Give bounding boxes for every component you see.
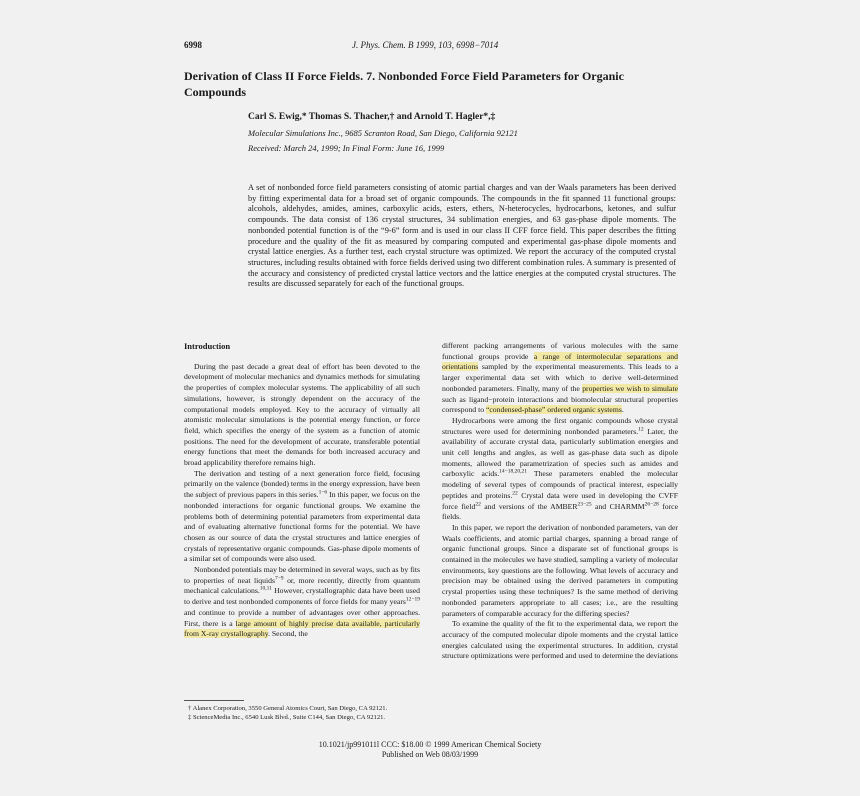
citation-ref: 12−19 — [405, 596, 420, 603]
doi-copyright-line: 10.1021/jp991011l CCC: $18.00 © 1999 American Chemical Society — [318, 740, 542, 749]
citation-ref: 7−9 — [274, 575, 284, 582]
citation-ref: 26−28 — [644, 500, 659, 507]
citation-ref: 12 — [638, 426, 644, 433]
highlighted-text: large amount of highly precise data available, particularly from X-ray crystallography — [184, 618, 420, 639]
citation-ref: 14−18,20,21 — [499, 468, 528, 475]
right-paragraph-3: In this paper, we report the derivation of nonbonded parameters, van der Waals coefficients, and atomic partial charges, spanning a broad range of organic functional groups. Since a disparate set of functional groups is contained in the molecules we have studied, sampling a variety of molecular environments, key questions are the following. What levels of accuracy and precision may be obtained using the derived parameters in computing crystal properties using these techniques? Is the same method of deriving nonbonded parameters appropriate to all cases; i.e., are the resulting parameters of comparable accuracy for the differing species? — [442, 522, 678, 618]
left-column — [184, 341, 420, 640]
intro-paragraph-3: Nonbonded potentials may be determined in several ways, such as by fits to properties of neat liquids$^{7-9}$ or, more recently, directly from quantum mechanical calculations.$^{10,11}$ However, crystallographic data have been used to derive and test nonbonded components of force fields for many years$^{12-19}$ and continue to provide a number of advantages over other approaches. First, there is a large amount of highly precise data available, particularly from X-ray crystallography. Second, the — [184, 565, 420, 639]
published-date-line: Published on Web 08/03/1999 — [381, 750, 479, 759]
footnote-2: ‡ ScienceMedia Inc., 6540 Lusk Blvd., Suite C144, San Diego, CA 92121. — [188, 714, 386, 721]
author-list: Carl S. Ewig,* Thomas S. Thacher,† and Arnold T. Hagler*,‡ — [248, 112, 496, 122]
right-column — [442, 341, 678, 662]
intro-paragraph-2: The derivation and testing of a next generation force field, focusing primarily on the valence (bonded) terms in the energy expression, have been the subject of previous papers in this series.$^{1-6}$ In this paper, we focus on the nonbonded interactions for organic functional groups. We examine the problems both of determining potential parameters from experimental data and of evaluating alternative functional forms for the potential. We have chosen as our source of data the crystal structures and lattice energies of crystals of representative organic compounds. Gas-phase dipole moments of a similar set of compounds were also used. — [184, 468, 420, 564]
citation-ref: 23−25 — [577, 500, 592, 507]
citation-ref: 22 — [512, 490, 518, 497]
citation-ref: 1−6 — [318, 489, 328, 496]
footnote-1: † Alanex Corporation, 3550 General Atomics Court, San Diego, CA 92121. — [188, 705, 388, 712]
citation-ref: 22 — [475, 500, 481, 507]
section-heading-introduction: Introduction — [184, 341, 231, 351]
footnotes — [184, 704, 420, 722]
citation-ref: 10,11 — [259, 585, 272, 592]
journal-citation: J. Phys. Chem. B 1999, 103, 6998−7014 — [352, 40, 499, 50]
abstract: A set of nonbonded force field parameters consisting of atomic partial charges and van der Waals parameters has been derived by fitting experimental data for a broad set of organic compounds. The compounds in the fit spanned 11 functional groups: alcohols, aldehydes, amides, amines, carboxylic acids, esters, ethers, N-heterocycles, hydrocarbons, ketones, and sulfur compounds. The data consist of 136 crystal structures, 34 sublimation energies, and 63 gas-phase dipole moments. The nonbonded potential function is of the “9-6” form and is used in our class II CFF force field. This paper describes the fitting procedure and the quality of the fit as measured by comparing computed and experimental gas-phase dipole moments and crystal lattice energies. As a further test, each crystal structure was optimized. We report the accuracy of the computed crystal structures, including results obtained with force fields derived using two different combination rules. A summary is presented of the accuracy and consistency of predicted crystal lattice vectors and the lattice energies at the computed crystal structures. The results are discussed separately for each of the functional groups. — [248, 183, 676, 289]
highlighted-text: properties we wish to simulate — [582, 383, 678, 393]
right-paragraph-2: Hydrocarbons were among the first organic compounds whose crystal structures were used for determining nonbonded parameters.$^{12}$ Later, the availability of accurate crystal data, particularly sublimation energies and unit cell lengths and angles, as well as gas-phase data such as dipole moments, allowed the parametrization of species such as amides and carboxylic acids.$^{14-18,20,21}$ These parameters enabled the molecular modeling of several types of compounds of practical interest, especially peptides and proteins.$^{22}$ Crystal data were used in developing the CVFF force field$^{22}$ and versions of the $AMBER^{23-25}$ and $CHARMM^{26-28}$ force fields. — [442, 415, 678, 522]
footnote-rule — [184, 700, 244, 701]
page-number: 6998 — [184, 40, 202, 50]
affiliation: Molecular Simulations Inc., 9685 Scranton Road, San Diego, California 92121 — [248, 128, 518, 138]
highlighted-text: “condensed-phase” ordered organic systems — [485, 405, 622, 415]
highlighted-text: a range of intermolecular separations and orientations — [442, 351, 678, 372]
right-paragraph-4: To examine the quality of the fit to the experimental data, we report the accuracy of the computed molecular dipole moments and the crystal lattice energies calculated using the experimental structures. In addition, crystal structure optimizations were performed and used to determine the deviations — [442, 619, 678, 661]
paper-title: Derivation of Class II Force Fields. 7. Nonbonded Force Field Parameters for Organic Compounds — [184, 69, 624, 99]
received-dates: Received: March 24, 1999; In Final Form: June 16, 1999 — [248, 143, 445, 153]
right-paragraph-1: different packing arrangements of various molecules with the same functional groups provide a range of intermolecular separations and orientations sampled by the experimental measurements. This leads to a larger experimental data set with which to derive well-determined nonbonded parameters. Finally, many of the properties we wish to simulate such as ligand−protein interactions and biomolecular structural properties correspond to “condensed-phase” ordered organic systems. — [442, 341, 678, 415]
intro-paragraph-1: During the past decade a great deal of effort has been devoted to the development of molecular mechanics and dynamics methods for simulating the properties of complex molecular systems. The applicability of all such simulations, however, is strongly dependent on the accuracy of the computational models employed. Key to the accuracy of virtually all atomistic molecular simulations is the potential energy function, or force field, which specifies the energy of the system as a function of atomic positions. The need for the development of accurate, transferable potential energy functions that meet the demands for both increased accuracy and broad applicability therefore remains high. — [184, 361, 420, 468]
